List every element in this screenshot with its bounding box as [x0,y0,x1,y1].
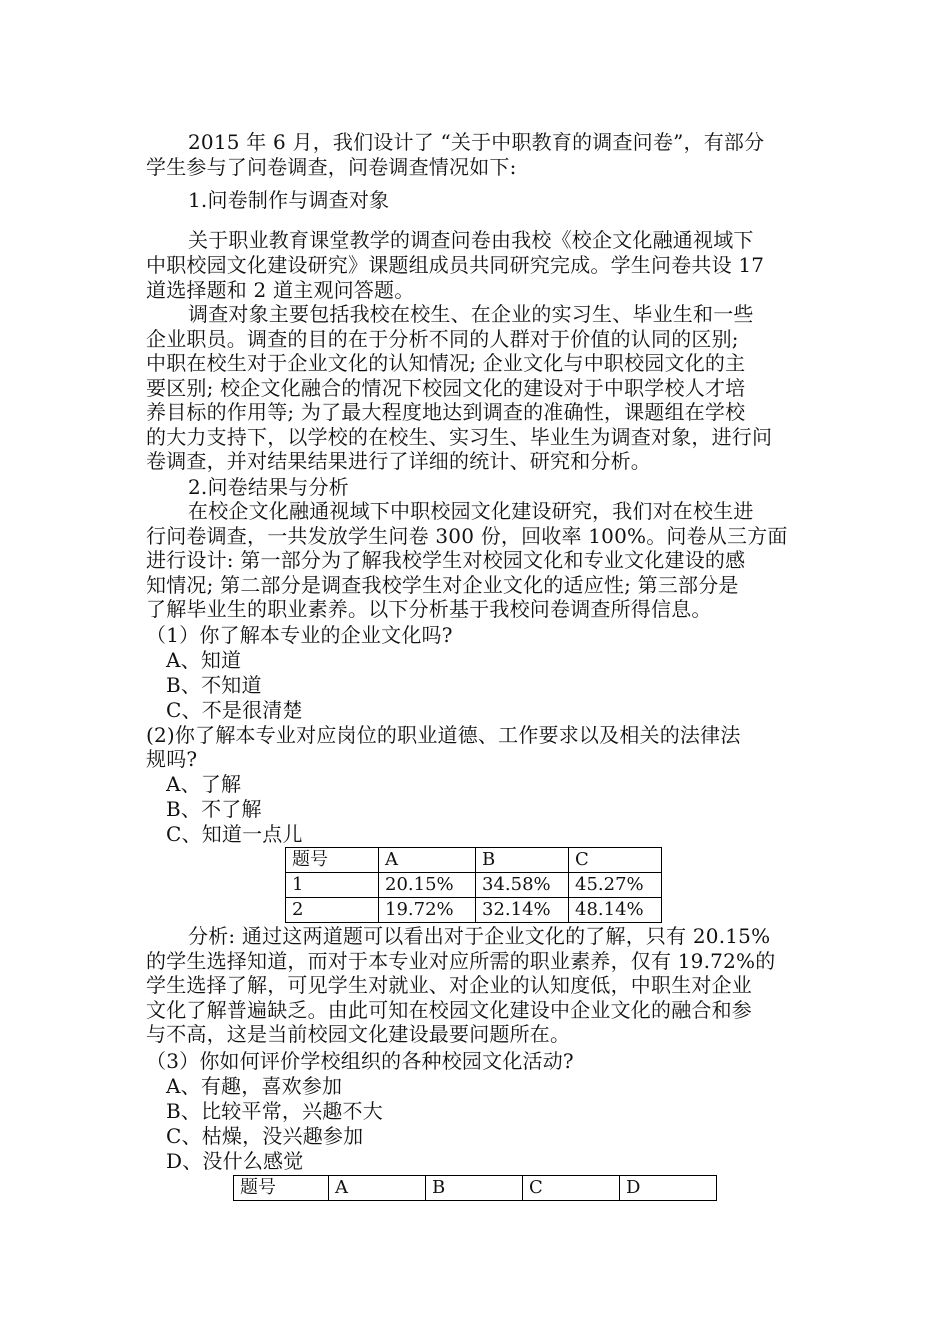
table-header-cell: B [476,848,569,873]
table-cell: 45.27% [569,873,662,898]
table-header-cell: 题号 [234,1176,329,1201]
results-table-2 [233,1175,717,1201]
option-item: A、了解 [166,772,242,796]
table-cell: 32.14% [476,898,569,923]
table-header-cell: C [523,1176,620,1201]
analysis-line: 的学生选择知道，而对于本专业对应所需的职业素养，仅有 19.72%的 [146,949,776,973]
table-row [286,873,662,898]
table-header-row [286,848,662,873]
body-line: 企业职员。调查的目的在于分析不同的人群对于价值的认同的区别; [146,327,739,351]
question-1: （1）你了解本专业的企业文化吗? [146,623,453,647]
body-line: 的大力支持下，以学校的在校生、实习生、毕业生为调查对象，进行问 [146,425,773,449]
section-heading: 2.问卷结果与分析 [188,475,349,499]
body-line: 卷调查，并对结果结果进行了详细的统计、研究和分析。 [146,449,651,473]
option-item: B、不了解 [166,797,262,821]
table-header-cell: C [569,848,662,873]
table-cell: 20.15% [379,873,476,898]
option-item: A、知道 [166,648,242,672]
question-2-cont: 规吗? [146,747,198,771]
table-header-cell: D [620,1176,717,1201]
table-row [286,898,662,923]
body-line: 要区别; 校企文化融合的情况下校园文化的建设对于中职学校人才培 [146,376,746,400]
analysis-line: 与不高，这是当前校园文化建设最要问题所在。 [146,1022,571,1046]
body-line: 行问卷调查，一共发放学生问卷 300 份，回收率 100%。问卷从三方面 [146,524,788,548]
table-cell: 2 [286,898,379,923]
results-table-1 [285,847,662,923]
table-header-row [234,1176,717,1201]
body-line: 关于职业教育课堂教学的调查问卷由我校《校企文化融通视域下 [188,228,754,252]
option-item: C、知道一点儿 [166,822,303,846]
table-cell: 34.58% [476,873,569,898]
body-line: 了解毕业生的职业素养。以下分析基于我校问卷调查所得信息。 [146,597,712,621]
body-line: 道选择题和 2 道主观问答题。 [146,278,415,302]
option-item: D、没什么感觉 [166,1149,304,1173]
table-header-cell: 题号 [286,848,379,873]
question-3: （3）你如何评价学校组织的各种校园文化活动? [146,1049,574,1073]
analysis-line: 学生选择了解，可见学生对就业、对企业的认知度低，中职生对企业 [146,973,752,997]
table-cell: 48.14% [569,898,662,923]
option-item: C、枯燥，没兴趣参加 [166,1124,364,1148]
option-item: A、有趣，喜欢参加 [166,1074,343,1098]
section-heading: 1.问卷制作与调查对象 [188,188,390,212]
body-line: 知情况; 第二部分是调查我校学生对企业文化的适应性; 第三部分是 [146,573,739,597]
table-header-cell: B [426,1176,523,1201]
table-header-cell: A [379,848,476,873]
question-2: (2)你了解本专业对应岗位的职业道德、工作要求以及相关的法律法 [146,723,741,747]
intro-line: 学生参与了问卷调查，问卷调查情况如下: [146,155,517,179]
option-item: B、不知道 [166,673,262,697]
analysis-line: 分析: 通过这两道题可以看出对于企业文化的了解，只有 20.15% [188,924,771,948]
body-line: 中职校园文化建设研究》课题组成员共同研究完成。学生问卷共设 17 [146,253,765,277]
table-cell: 1 [286,873,379,898]
body-line: 调查对象主要包括我校在校生、在企业的实习生、毕业生和一些 [188,302,754,326]
table-cell: 19.72% [379,898,476,923]
intro-line: 2015 年 6 月，我们设计了 “关于中职教育的调查问卷”，有部分 [188,130,765,154]
analysis-line: 文化了解普遍缺乏。由此可知在校园文化建设中企业文化的融合和参 [146,998,752,1022]
option-item: B、比较平常，兴趣不大 [166,1099,383,1123]
table-header-cell: A [329,1176,426,1201]
body-line: 在校企文化融通视域下中职校园文化建设研究，我们对在校生进 [188,499,754,523]
body-line: 中职在校生对于企业文化的认知情况; 企业文化与中职校园文化的主 [146,351,746,375]
body-line: 养目标的作用等; 为了最大程度地达到调查的准确性，课题组在学校 [146,400,746,424]
body-line: 进行设计: 第一部分为了解我校学生对校园文化和专业文化建设的感 [146,548,746,572]
option-item: C、不是很清楚 [166,698,303,722]
